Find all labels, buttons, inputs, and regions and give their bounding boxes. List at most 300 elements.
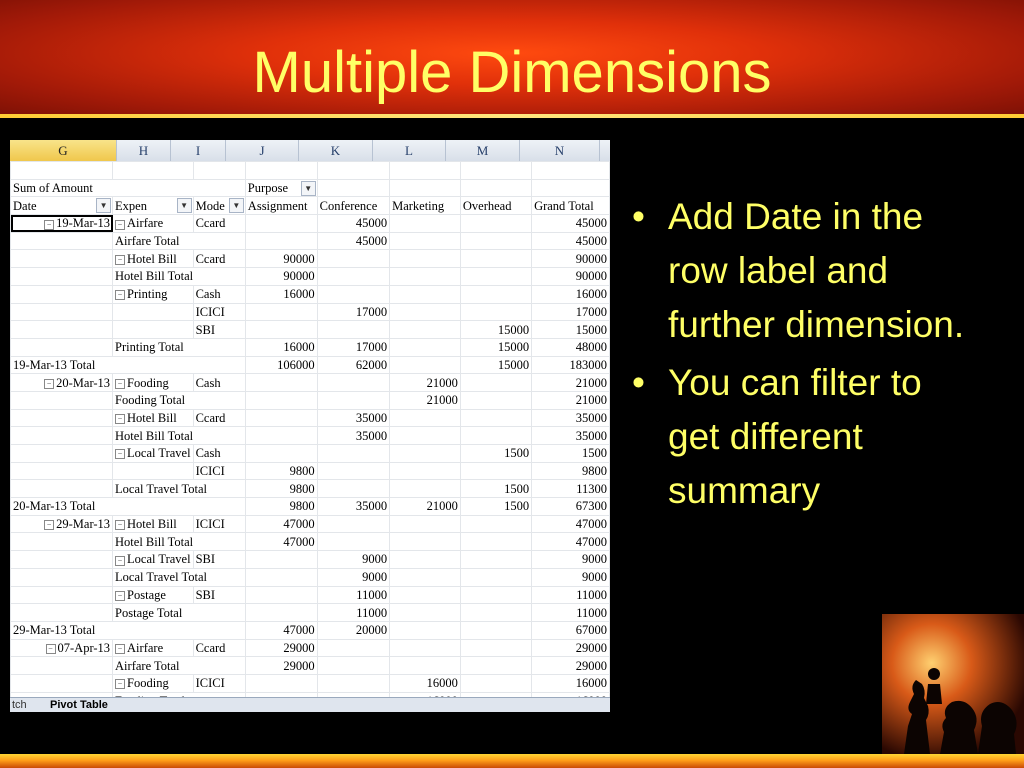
bullet-text: Add Date in the row label and further dimension.: [668, 196, 965, 345]
expense-cell[interactable]: [113, 551, 194, 569]
value-cell[interactable]: 11000: [317, 604, 389, 622]
mode-cell[interactable]: ICICI: [193, 303, 245, 321]
value-cell[interactable]: 90000: [245, 250, 317, 268]
expense-cell[interactable]: [113, 639, 194, 657]
value-cell[interactable]: [390, 586, 461, 604]
value-cell[interactable]: [317, 445, 389, 463]
value-cell[interactable]: [460, 427, 531, 445]
filter-dropdown-icon[interactable]: ▼: [229, 198, 244, 213]
mode-cell[interactable]: Cash: [193, 445, 245, 463]
table-row: [11, 356, 610, 374]
collapse-icon[interactable]: −: [46, 644, 56, 654]
mode-cell[interactable]: ICICI: [193, 515, 245, 533]
value-cell[interactable]: 90000: [532, 250, 610, 268]
value-cell[interactable]: [460, 285, 531, 303]
table-row: [11, 657, 610, 675]
table-row: [11, 215, 610, 233]
mode-cell[interactable]: Ccard: [193, 409, 245, 427]
table-row: [11, 533, 610, 551]
expense-label: Airfare: [127, 640, 164, 655]
value-cell[interactable]: [245, 374, 317, 392]
collapse-icon[interactable]: −: [115, 414, 125, 424]
value-cell[interactable]: [317, 480, 389, 498]
table-row: [11, 498, 610, 516]
pivot-table: [10, 161, 610, 710]
value-cell[interactable]: 45000: [317, 215, 389, 233]
value-cell[interactable]: 29000: [245, 657, 317, 675]
bullet-dot-icon: •: [632, 362, 645, 403]
subtotal-label[interactable]: Hotel Bill Total: [113, 533, 246, 551]
sheet-tab-pivot-table[interactable]: Pivot Table: [50, 699, 108, 711]
column-header-i[interactable]: I: [171, 140, 226, 161]
value-cell[interactable]: [460, 409, 531, 427]
expense-label: Fooding: [127, 676, 169, 691]
value-cell[interactable]: 47000: [532, 515, 610, 533]
title-band: [0, 0, 1024, 118]
mode-cell[interactable]: SBI: [193, 586, 245, 604]
value-cell[interactable]: [317, 462, 389, 480]
expense-cell[interactable]: [113, 321, 194, 339]
value-column-header[interactable]: Assignment: [245, 197, 317, 215]
value-cell[interactable]: 47000: [245, 533, 317, 551]
value-cell[interactable]: [390, 657, 461, 675]
value-cell[interactable]: 9000: [317, 568, 389, 586]
date-cell[interactable]: [11, 374, 113, 392]
pivot-table-screenshot: [10, 140, 610, 712]
collapse-icon[interactable]: −: [44, 520, 54, 530]
expense-cell[interactable]: [113, 285, 194, 303]
value-cell[interactable]: [245, 215, 317, 233]
value-cell[interactable]: [460, 250, 531, 268]
table-cell[interactable]: [11, 232, 113, 250]
value-cell[interactable]: 47000: [245, 515, 317, 533]
value-cell[interactable]: [245, 232, 317, 250]
date-cell[interactable]: [11, 215, 113, 233]
value-cell[interactable]: 106000: [245, 356, 317, 374]
value-cell[interactable]: [460, 674, 531, 692]
table-cell[interactable]: [11, 162, 113, 180]
value-cell[interactable]: 90000: [532, 268, 610, 286]
table-cell[interactable]: [245, 162, 317, 180]
value-cell[interactable]: [390, 568, 461, 586]
value-cell[interactable]: [390, 427, 461, 445]
value-column-header[interactable]: Marketing: [390, 197, 461, 215]
column-header-j[interactable]: J: [226, 140, 299, 161]
subtotal-label[interactable]: Local Travel Total: [113, 568, 246, 586]
value-cell[interactable]: [317, 533, 389, 551]
value-cell[interactable]: [390, 462, 461, 480]
value-cell[interactable]: 9800: [245, 480, 317, 498]
expense-label: Fooding: [127, 375, 169, 390]
value-cell[interactable]: [317, 391, 389, 409]
value-cell[interactable]: [460, 374, 531, 392]
column-header-m[interactable]: M: [446, 140, 520, 161]
value-cell[interactable]: 183000: [532, 356, 610, 374]
date-cell[interactable]: [11, 321, 113, 339]
value-cell[interactable]: [390, 303, 461, 321]
table-cell[interactable]: [11, 427, 113, 445]
chess-pieces-image: [882, 614, 1024, 754]
value-cell[interactable]: [245, 674, 317, 692]
table-row: [11, 674, 610, 692]
value-cell[interactable]: [390, 321, 461, 339]
date-total-label[interactable]: 19-Mar-13 Total: [11, 356, 246, 374]
date-total-label[interactable]: 29-Mar-13 Total: [11, 621, 246, 639]
value-cell[interactable]: 11300: [532, 480, 610, 498]
value-cell[interactable]: [390, 639, 461, 657]
value-cell[interactable]: [245, 604, 317, 622]
row-field-label: Date: [13, 198, 37, 213]
table-row: [11, 197, 610, 215]
expense-cell[interactable]: [113, 409, 194, 427]
expense-label: Postage: [127, 587, 166, 602]
value-column-header[interactable]: Overhead: [460, 197, 531, 215]
row-field-date[interactable]: [11, 197, 113, 215]
value-cell[interactable]: [460, 586, 531, 604]
value-cell[interactable]: 35000: [317, 427, 389, 445]
mode-cell[interactable]: ICICI: [193, 674, 245, 692]
bottom-band: [0, 754, 1024, 768]
value-cell[interactable]: [390, 285, 461, 303]
table-cell[interactable]: [11, 657, 113, 675]
value-cell[interactable]: 1500: [460, 445, 531, 463]
value-cell[interactable]: [390, 445, 461, 463]
value-cell[interactable]: 21000: [390, 391, 461, 409]
expense-label: Hotel Bill: [127, 410, 177, 425]
value-cell[interactable]: 21000: [532, 391, 610, 409]
collapse-icon[interactable]: −: [115, 679, 125, 689]
filter-dropdown-icon[interactable]: ▼: [177, 198, 192, 213]
bullet-list: [626, 190, 966, 522]
value-cell[interactable]: 16000: [245, 338, 317, 356]
value-cell[interactable]: [390, 356, 461, 374]
value-cell[interactable]: [245, 321, 317, 339]
value-cell[interactable]: 90000: [245, 268, 317, 286]
collapse-icon[interactable]: −: [115, 255, 125, 265]
value-cell[interactable]: [460, 657, 531, 675]
value-cell[interactable]: 29000: [532, 657, 610, 675]
table-row: [11, 179, 610, 197]
sheet-tab[interactable]: tch: [12, 699, 27, 711]
expense-label: Local Travel: [127, 552, 191, 567]
mode-cell[interactable]: Ccard: [193, 215, 245, 233]
value-cell[interactable]: 48000: [532, 338, 610, 356]
value-cell[interactable]: 17000: [317, 303, 389, 321]
value-cell[interactable]: [317, 657, 389, 675]
value-cell[interactable]: 16000: [245, 285, 317, 303]
value-cell[interactable]: 1500: [532, 445, 610, 463]
value-cell[interactable]: 67000: [532, 621, 610, 639]
value-cell[interactable]: 15000: [460, 356, 531, 374]
value-cell[interactable]: [460, 551, 531, 569]
value-cell[interactable]: [390, 621, 461, 639]
value-cell[interactable]: 9000: [532, 568, 610, 586]
value-cell[interactable]: 45000: [532, 232, 610, 250]
table-row: [11, 250, 610, 268]
value-cell[interactable]: [390, 480, 461, 498]
value-cell[interactable]: 15000: [532, 321, 610, 339]
expense-cell[interactable]: [113, 586, 194, 604]
value-cell[interactable]: [245, 303, 317, 321]
value-cell[interactable]: 21000: [390, 498, 461, 516]
expense-label: Hotel Bill: [127, 251, 177, 266]
value-cell[interactable]: 35000: [317, 498, 389, 516]
value-cell[interactable]: [390, 551, 461, 569]
date-label: 07-Apr-13: [57, 640, 111, 655]
table-cell[interactable]: [11, 568, 113, 586]
value-cell[interactable]: [245, 586, 317, 604]
expense-cell[interactable]: [113, 215, 194, 233]
value-cell[interactable]: 1500: [460, 498, 531, 516]
row-field-mode[interactable]: [193, 197, 245, 215]
collapse-icon[interactable]: −: [115, 591, 125, 601]
value-cell[interactable]: 20000: [317, 621, 389, 639]
value-cell[interactable]: 9800: [245, 498, 317, 516]
table-row: [11, 515, 610, 533]
value-cell[interactable]: 35000: [532, 409, 610, 427]
value-cell[interactable]: 21000: [390, 374, 461, 392]
filter-dropdown-icon[interactable]: ▼: [301, 181, 316, 196]
date-cell[interactable]: [11, 586, 113, 604]
value-column-header[interactable]: Grand Total: [532, 197, 610, 215]
bullet-dot-icon: •: [632, 196, 645, 237]
value-column-header[interactable]: Conference: [317, 197, 389, 215]
mode-cell[interactable]: Ccard: [193, 250, 245, 268]
mode-cell[interactable]: Ccard: [193, 639, 245, 657]
value-cell[interactable]: [245, 551, 317, 569]
table-cell[interactable]: [193, 162, 245, 180]
subtotal-label[interactable]: Airfare Total: [113, 657, 246, 675]
table-cell[interactable]: [11, 480, 113, 498]
bullet-item: [626, 190, 966, 352]
mode-cell[interactable]: SBI: [193, 321, 245, 339]
collapse-icon[interactable]: −: [115, 556, 125, 566]
expense-label: Printing: [127, 287, 168, 302]
table-row: [11, 586, 610, 604]
value-cell[interactable]: [245, 391, 317, 409]
value-cell[interactable]: 35000: [317, 409, 389, 427]
date-cell[interactable]: [11, 445, 113, 463]
table-cell[interactable]: [390, 162, 461, 180]
column-header-h[interactable]: H: [117, 140, 171, 161]
value-cell[interactable]: [460, 515, 531, 533]
value-cell[interactable]: [317, 374, 389, 392]
value-cell[interactable]: 35000: [532, 427, 610, 445]
value-cell[interactable]: [460, 462, 531, 480]
value-cell[interactable]: [460, 232, 531, 250]
column-header-k[interactable]: K: [299, 140, 373, 161]
value-cell[interactable]: [460, 303, 531, 321]
subtotal-label[interactable]: Airfare Total: [113, 232, 246, 250]
value-cell[interactable]: [245, 427, 317, 445]
table-cell[interactable]: [532, 162, 610, 180]
expense-cell[interactable]: [113, 462, 194, 480]
mode-cell[interactable]: Cash: [193, 374, 245, 392]
table-cell[interactable]: [532, 179, 610, 197]
table-cell[interactable]: [317, 179, 389, 197]
value-cell[interactable]: [245, 409, 317, 427]
value-cell[interactable]: 67300: [532, 498, 610, 516]
value-cell[interactable]: [460, 604, 531, 622]
expense-label: Local Travel: [127, 446, 191, 461]
date-cell[interactable]: [11, 674, 113, 692]
values-field-label[interactable]: Sum of Amount: [11, 179, 246, 197]
mode-cell[interactable]: Cash: [193, 285, 245, 303]
value-cell[interactable]: [390, 232, 461, 250]
value-cell[interactable]: [460, 268, 531, 286]
value-cell[interactable]: [317, 321, 389, 339]
expense-cell[interactable]: [113, 445, 194, 463]
expense-cell[interactable]: [113, 515, 194, 533]
collapse-icon[interactable]: −: [115, 220, 125, 230]
subtotal-label[interactable]: Hotel Bill Total: [113, 427, 246, 445]
table-row: [11, 445, 610, 463]
date-cell[interactable]: [11, 639, 113, 657]
expense-cell[interactable]: [113, 374, 194, 392]
value-cell[interactable]: [390, 215, 461, 233]
collapse-icon[interactable]: −: [115, 290, 125, 300]
date-cell[interactable]: [11, 285, 113, 303]
value-cell[interactable]: 15000: [460, 338, 531, 356]
value-cell[interactable]: [317, 285, 389, 303]
value-cell[interactable]: [460, 215, 531, 233]
value-cell[interactable]: 29000: [245, 639, 317, 657]
date-label: 29-Mar-13: [56, 517, 111, 532]
value-cell[interactable]: [390, 268, 461, 286]
value-cell[interactable]: 47000: [245, 621, 317, 639]
collapse-icon[interactable]: −: [115, 449, 125, 459]
value-cell[interactable]: 16000: [532, 674, 610, 692]
row-field-label: Expen: [115, 198, 147, 213]
value-cell[interactable]: [317, 268, 389, 286]
table-row: [11, 621, 610, 639]
value-cell[interactable]: 11000: [532, 604, 610, 622]
collapse-icon[interactable]: −: [44, 379, 54, 389]
collapse-icon[interactable]: −: [115, 379, 125, 389]
value-cell[interactable]: [317, 639, 389, 657]
date-cell[interactable]: [11, 250, 113, 268]
expense-cell[interactable]: [113, 250, 194, 268]
value-cell[interactable]: 9000: [317, 551, 389, 569]
value-cell[interactable]: 9800: [245, 462, 317, 480]
value-cell[interactable]: [245, 568, 317, 586]
row-field-expen[interactable]: [113, 197, 194, 215]
table-row: [11, 391, 610, 409]
value-cell[interactable]: [460, 639, 531, 657]
date-cell[interactable]: [11, 551, 113, 569]
value-cell[interactable]: 16000: [532, 285, 610, 303]
value-cell[interactable]: 1500: [460, 480, 531, 498]
table-row: [11, 374, 610, 392]
subtotal-label[interactable]: Postage Total: [113, 604, 246, 622]
value-cell[interactable]: 15000: [460, 321, 531, 339]
subtotal-label[interactable]: Local Travel Total: [113, 480, 246, 498]
collapse-icon[interactable]: −: [115, 644, 125, 654]
value-cell[interactable]: [460, 391, 531, 409]
value-cell[interactable]: [390, 533, 461, 551]
table-row: [11, 462, 610, 480]
bullet-item: [626, 356, 966, 518]
date-cell[interactable]: [11, 462, 113, 480]
date-label: 19-Mar-13: [56, 216, 111, 231]
value-cell[interactable]: 16000: [390, 674, 461, 692]
date-cell[interactable]: [11, 303, 113, 321]
table-cell[interactable]: [11, 604, 113, 622]
value-cell[interactable]: [460, 621, 531, 639]
table-cell[interactable]: [113, 162, 194, 180]
date-total-label[interactable]: 20-Mar-13 Total: [11, 498, 246, 516]
subtotal-label[interactable]: Fooding Total: [113, 391, 246, 409]
value-cell[interactable]: 21000: [532, 374, 610, 392]
subtotal-label[interactable]: Hotel Bill Total: [113, 268, 246, 286]
value-cell[interactable]: 29000: [532, 639, 610, 657]
value-cell[interactable]: [317, 250, 389, 268]
filter-dropdown-icon[interactable]: ▼: [96, 198, 111, 213]
value-cell[interactable]: 45000: [532, 215, 610, 233]
value-cell[interactable]: [245, 445, 317, 463]
table-cell[interactable]: [390, 179, 461, 197]
expense-cell[interactable]: [113, 303, 194, 321]
table-row: [11, 162, 610, 180]
column-header-n[interactable]: N: [520, 140, 600, 161]
date-cell[interactable]: [11, 409, 113, 427]
column-header-l[interactable]: L: [373, 140, 446, 161]
value-cell[interactable]: 9000: [532, 551, 610, 569]
table-row: [11, 427, 610, 445]
value-cell[interactable]: [460, 568, 531, 586]
value-cell[interactable]: [317, 515, 389, 533]
table-row: [11, 604, 610, 622]
expense-label: Hotel Bill: [127, 517, 177, 532]
collapse-icon[interactable]: −: [44, 220, 54, 230]
table-cell[interactable]: [11, 268, 113, 286]
value-cell[interactable]: 62000: [317, 356, 389, 374]
column-header-g[interactable]: G: [10, 140, 117, 161]
subtotal-label[interactable]: Printing Total: [113, 338, 246, 356]
value-cell[interactable]: 45000: [317, 232, 389, 250]
mode-cell[interactable]: ICICI: [193, 462, 245, 480]
slide-title: Multiple Dimensions: [252, 40, 772, 105]
table-cell[interactable]: [460, 162, 531, 180]
table-row: [11, 303, 610, 321]
table-cell[interactable]: [317, 162, 389, 180]
table-row: [11, 338, 610, 356]
value-cell[interactable]: 9800: [532, 462, 610, 480]
value-cell[interactable]: [317, 674, 389, 692]
value-cell[interactable]: [390, 409, 461, 427]
table-cell[interactable]: [11, 338, 113, 356]
value-cell[interactable]: [390, 515, 461, 533]
value-cell[interactable]: 17000: [317, 338, 389, 356]
value-cell[interactable]: 11000: [317, 586, 389, 604]
date-cell[interactable]: [11, 515, 113, 533]
column-field-purpose[interactable]: [245, 179, 317, 197]
mode-cell[interactable]: SBI: [193, 551, 245, 569]
value-cell[interactable]: 47000: [532, 533, 610, 551]
expense-cell[interactable]: [113, 674, 194, 692]
table-cell[interactable]: [11, 391, 113, 409]
table-cell[interactable]: [460, 179, 531, 197]
table-cell[interactable]: [11, 533, 113, 551]
value-cell[interactable]: [390, 338, 461, 356]
value-cell[interactable]: 11000: [532, 586, 610, 604]
value-cell[interactable]: 17000: [532, 303, 610, 321]
value-cell[interactable]: [390, 604, 461, 622]
expense-label: Airfare: [127, 216, 164, 231]
value-cell[interactable]: [390, 250, 461, 268]
collapse-icon[interactable]: −: [115, 520, 125, 530]
value-cell[interactable]: [460, 533, 531, 551]
